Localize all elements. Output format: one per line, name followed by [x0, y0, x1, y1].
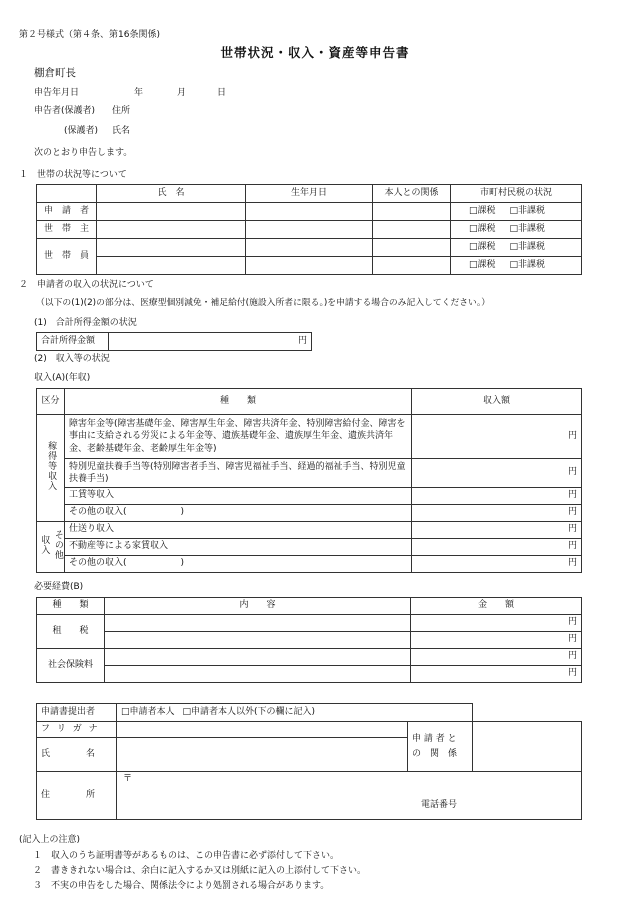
sub1-heading: (1) 合計所得金額の状況 — [34, 318, 137, 328]
untaxed-checkbox[interactable]: □非課税 — [509, 259, 546, 270]
submitter-label: 申請書提出者 — [37, 704, 117, 722]
phone-label: 電話番号 — [421, 800, 458, 810]
expense-amount[interactable]: 円 — [411, 615, 582, 632]
income-amount[interactable]: 円 — [412, 459, 582, 488]
intro-text: 次のとおり申告します。 — [34, 148, 133, 158]
expense-tax: 租 税 — [37, 615, 105, 649]
month-label: 月 — [177, 88, 187, 98]
col-expense-content: 内 容 — [105, 598, 411, 615]
section2-note: （以下の(1)(2)の部分は、医療型個別減免・補足給付(施設入所者に限る。)を申請する場合のみ記入してください。） — [36, 298, 491, 308]
expense-insurance: 社会保険料 — [37, 649, 105, 683]
form-number: 第２号様式（第４条、第16条関係) — [19, 30, 160, 40]
group-earned-income: 稼得等収入 — [46, 440, 57, 491]
birthdate-cell[interactable] — [246, 221, 373, 239]
income-table — [36, 388, 582, 573]
row-member: 世 帯 員 — [37, 239, 97, 275]
birthdate-cell[interactable] — [246, 203, 373, 221]
group-other-income-b: 収入 — [39, 534, 50, 555]
name-cell[interactable] — [97, 257, 246, 275]
name-cell[interactable] — [97, 239, 246, 257]
income-type: その他の収入( ) — [65, 505, 412, 522]
col-tax-status: 市町村民税の状況 — [451, 185, 582, 203]
total-income-value[interactable] — [109, 333, 312, 351]
col-expense-amount: 金 額 — [411, 598, 582, 615]
income-type: 工賃等収入 — [65, 488, 412, 505]
note-item: １ 収入のうち証明書等があるものは、この申告書に必ず添付して下さい。 — [33, 851, 340, 861]
section1-heading: １ 世帯の状況等について — [19, 170, 127, 180]
page-title: 世帯状況・収入・資産等申告書 — [220, 45, 410, 60]
income-type: 障害年金等(障害基礎年金、障害厚生年金、障害共済年金、特別障害給付金、障害を事由に支給される労災による年金等、遺族基礎年金、遺族厚生年金、遺族共済年金、老齢基礎年金、老齢厚生年金等) — [65, 415, 412, 459]
expense-amount[interactable]: 円 — [411, 649, 582, 666]
taxed-checkbox[interactable]: □課税 — [469, 241, 496, 252]
name-cell[interactable] — [97, 221, 246, 239]
expense-label: 必要経費(B) — [34, 582, 84, 592]
relation-cell[interactable] — [373, 257, 451, 275]
col-expense-type: 種 類 — [37, 598, 105, 615]
relation-input[interactable] — [473, 722, 582, 772]
income-type: 特別児童扶養手当等(特別障害者手当、障害児福祉手当、経過的福祉手当、特別児童扶養手当) — [65, 459, 412, 488]
birthdate-cell[interactable] — [246, 257, 373, 275]
col-type: 種 類 — [65, 389, 412, 415]
relation-cell[interactable] — [373, 203, 451, 221]
row-applicant: 申 請 者 — [37, 203, 97, 221]
addressee: 棚倉町長 — [34, 67, 76, 79]
date-label: 申告年月日 — [34, 88, 80, 98]
submitter-name-input[interactable] — [117, 738, 408, 772]
submitter-address-label: 住 所 — [37, 772, 117, 820]
tax-cell — [451, 239, 582, 257]
submitter-name-label: 氏 名 — [37, 738, 117, 772]
name-cell[interactable] — [97, 203, 246, 221]
expense-content[interactable] — [105, 615, 411, 632]
submitter-table — [36, 703, 582, 820]
address-label: 住所 — [112, 106, 131, 116]
expense-amount[interactable]: 円 — [411, 632, 582, 649]
day-label: 日 — [217, 88, 227, 98]
income-type: 不動産等による家賃収入 — [65, 539, 412, 556]
income-amount[interactable]: 円 — [412, 539, 582, 556]
income-amount[interactable]: 円 — [412, 488, 582, 505]
col-birthdate: 生年月日 — [246, 185, 373, 203]
income-amount[interactable]: 円 — [412, 556, 582, 573]
col-name: 氏 名 — [97, 185, 246, 203]
expense-amount[interactable]: 円 — [411, 666, 582, 683]
col-amount: 収入額 — [412, 389, 582, 415]
name-label: 氏名 — [112, 126, 131, 136]
total-income-table — [36, 332, 312, 351]
note-item: ２ 書ききれない場合は、余白に記入するか又は別紙に記入の上添付して下さい。 — [33, 866, 367, 876]
submitter-address-input[interactable] — [117, 772, 582, 820]
expense-content[interactable] — [105, 632, 411, 649]
tax-cell — [451, 221, 582, 239]
notes-heading: (記入上の注意) — [19, 835, 81, 845]
relation-cell[interactable] — [373, 221, 451, 239]
untaxed-checkbox[interactable]: □非課税 — [509, 241, 546, 252]
relation-label: 申 請 者 と の 関 係 — [408, 722, 473, 772]
sub2-heading: (2) 収入等の状況 — [34, 354, 110, 364]
group-other-income-a: その他 — [52, 529, 63, 560]
relation-cell[interactable] — [373, 239, 451, 257]
furigana-label: フ リ ガ ナ — [37, 722, 117, 738]
note-item: ３ 不実の申告をした場合、関係法令により処罰される場合があります。 — [33, 881, 330, 891]
expense-content[interactable] — [105, 649, 411, 666]
applicant-label: 申告者(保護者) — [34, 106, 96, 116]
taxed-checkbox[interactable]: □課税 — [469, 205, 496, 216]
col-division: 区分 — [37, 389, 65, 415]
expense-table — [36, 597, 582, 683]
income-amount[interactable]: 円 — [412, 505, 582, 522]
taxed-checkbox[interactable]: □課税 — [469, 223, 496, 234]
self-checkbox[interactable]: □申請者本人 — [121, 706, 175, 717]
income-amount[interactable]: 円 — [412, 522, 582, 539]
year-label: 年 — [134, 88, 144, 98]
section2-heading: ２ 申請者の収入の状況について — [19, 280, 154, 290]
row-householder: 世 帯 主 — [37, 221, 97, 239]
yen-unit: 円 — [297, 335, 307, 346]
untaxed-checkbox[interactable]: □非課税 — [509, 205, 546, 216]
tax-cell — [451, 257, 582, 275]
untaxed-checkbox[interactable]: □非課税 — [509, 223, 546, 234]
guardian-label: (保護者) — [64, 126, 99, 136]
taxed-checkbox[interactable]: □課税 — [469, 259, 496, 270]
income-type: 仕送り収入 — [65, 522, 412, 539]
income-a-label: 収入(A)(年収) — [34, 373, 91, 383]
postal-mark: 〒 — [123, 774, 133, 784]
col-relation: 本人との関係 — [373, 185, 451, 203]
income-amount[interactable]: 円 — [412, 415, 582, 459]
birthdate-cell[interactable] — [246, 239, 373, 257]
tax-cell — [451, 203, 582, 221]
other-checkbox[interactable]: □申請者本人以外(下の欄に記入) — [182, 706, 316, 717]
household-table — [36, 184, 582, 275]
expense-content[interactable] — [105, 666, 411, 683]
income-type: その他の収入( ) — [65, 556, 412, 573]
total-income-label: 合計所得金額 — [37, 333, 109, 351]
furigana-input[interactable] — [117, 722, 408, 738]
